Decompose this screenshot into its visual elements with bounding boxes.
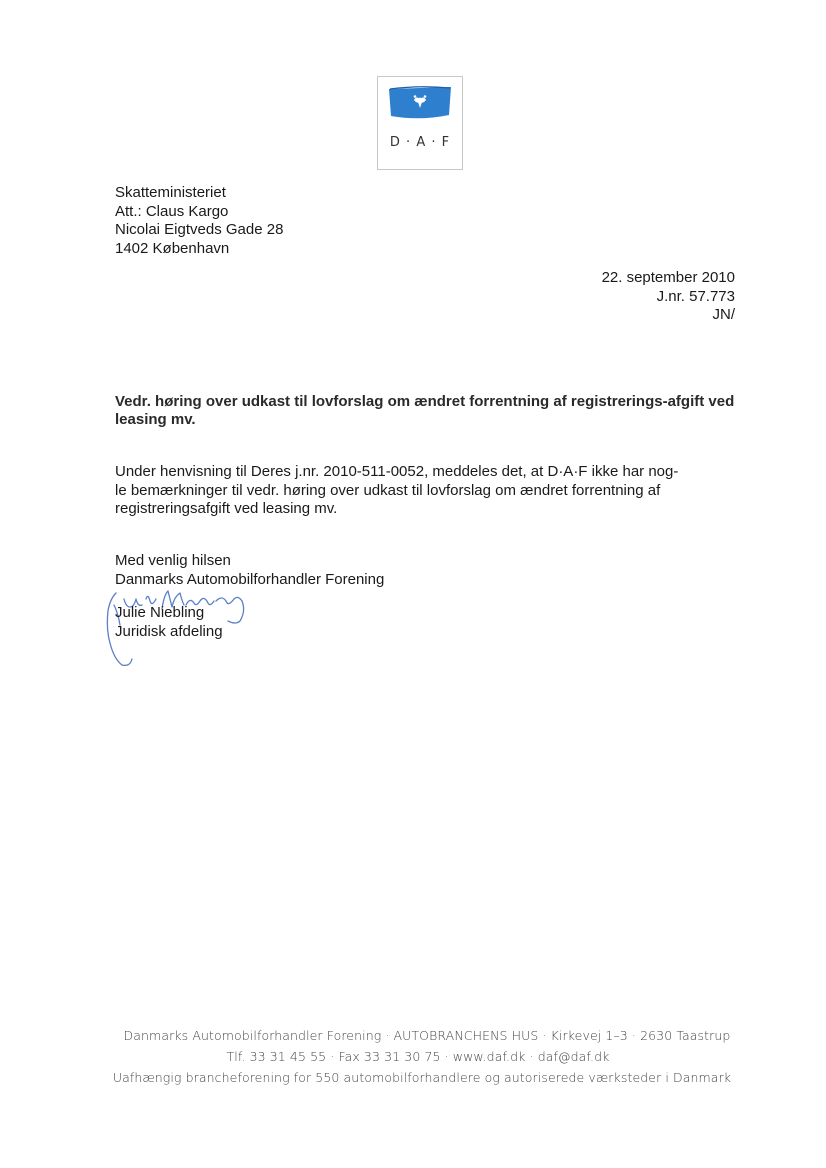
letter-body bbox=[115, 463, 735, 519]
closing-organization: Danmarks Automobilforhandler Forening bbox=[115, 570, 385, 588]
letter-date: 22. september 2010 bbox=[601, 269, 735, 286]
body-line: Under henvisning til Deres j.nr. 2010-511-0052, meddeles det, at D·A·F ikke har nog- bbox=[115, 463, 679, 480]
footer-address-line: Danmarks Automobilforhandler Forening · AUTOBRANCHENS HUS · Kirkevej 1–3 · 2630 Taastrup bbox=[123, 1028, 731, 1043]
signer-name: Julie Niebling bbox=[115, 604, 205, 621]
recipient-address bbox=[115, 184, 283, 258]
daf-logo bbox=[377, 76, 463, 170]
body-line: le bemærkninger til vedr. høring over udkast til lovforslag om ændret forrentning af bbox=[115, 481, 661, 499]
footer-tagline: Uafhængig brancheforening for 550 automobilforhandlere og autoriserede værksteder i Danmark bbox=[112, 1070, 732, 1085]
recipient-line: Skatteministeriet bbox=[115, 184, 226, 201]
letter-closing bbox=[115, 552, 384, 589]
recipient-line: Nicolai Eigtveds Gade 28 bbox=[115, 221, 284, 238]
signer-block bbox=[115, 604, 223, 641]
signer-department: Juridisk afdeling bbox=[115, 622, 223, 640]
date-reference-block bbox=[602, 269, 735, 325]
letterhead-footer bbox=[0, 1025, 826, 1088]
journal-number: J.nr. 57.773 bbox=[656, 287, 735, 305]
logo-letters: D · A · F bbox=[389, 135, 451, 150]
footer-contact-line: Tlf. 33 31 45 55 · Fax 33 31 30 75 · www.daf.dk · daf@daf.dk bbox=[226, 1049, 610, 1064]
recipient-line: Att.: Claus Kargo bbox=[115, 202, 229, 220]
body-line: registreringsafgift ved leasing mv. bbox=[115, 500, 338, 517]
author-initials: JN/ bbox=[712, 306, 735, 323]
closing-greeting: Med venlig hilsen bbox=[115, 552, 231, 569]
letter-subject: Vedr. høring over udkast til lovforslag om ændret forrentning af registrerings-afgift ved leasing mv. bbox=[115, 393, 735, 428]
recipient-line: 1402 København bbox=[115, 239, 230, 257]
daf-emblem-icon bbox=[387, 85, 453, 125]
